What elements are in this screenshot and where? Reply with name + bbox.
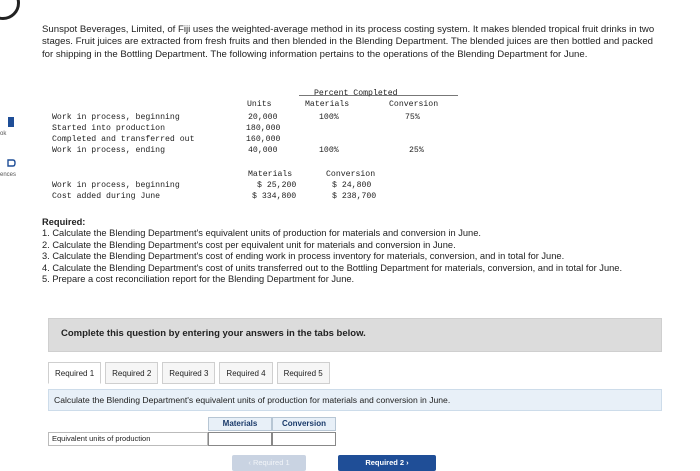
required-item: 3. Calculate the Blending Department's cost of ending work in process inventory for materials, conversion, and in total for June.	[42, 251, 565, 262]
required-item: 4. Calculate the Blending Department's cost of units transferred out to the Bottling Department for materials, conversion, and in total for June.	[42, 262, 623, 273]
cost-row-materials: $ 334,800	[252, 192, 297, 201]
row-materials: 100%	[319, 113, 339, 122]
row-label: Completed and transferred out	[52, 135, 195, 144]
references-icon[interactable]	[6, 158, 16, 170]
book-icon[interactable]	[6, 116, 16, 128]
row-conversion: 25%	[409, 146, 424, 155]
required-section	[42, 217, 662, 285]
materials-header: Materials	[305, 100, 350, 109]
answer-conversion-header: Conversion	[272, 417, 336, 431]
back-arrow-icon[interactable]	[0, 0, 20, 20]
required-heading: Required:	[42, 217, 86, 227]
next-button-label: Required 2	[365, 458, 405, 467]
row-label: Work in process, beginning	[52, 113, 180, 122]
sidebar-item-ebook[interactable]: ok	[0, 131, 7, 137]
required-item: 1. Calculate the Blending Department's equivalent units of production for materials and conversion in June.	[42, 228, 481, 239]
required-item: 2. Calculate the Blending Department's cost per equivalent unit for materials and conversion in June.	[42, 239, 456, 250]
prev-button[interactable]	[232, 455, 306, 471]
chevron-right-icon: ›	[404, 458, 409, 467]
required-item: 5. Prepare a cost reconciliation report for the Blending Department for June.	[42, 274, 355, 285]
conversion-equivalent-units-input[interactable]	[272, 432, 336, 446]
data-table	[52, 89, 458, 209]
sidebar-item-references[interactable]: ences	[0, 172, 17, 178]
cost-row-conversion: $ 238,700	[332, 192, 377, 201]
materials-equivalent-units-input[interactable]	[208, 432, 272, 446]
units-header: Units	[247, 100, 272, 109]
row-units: 40,000	[248, 146, 278, 155]
cost-row-conversion: $ 24,800	[332, 181, 372, 190]
row-units: 20,000	[248, 113, 278, 122]
tab-required-1[interactable]: Required 1	[48, 362, 101, 384]
cost-row-label: Work in process, beginning	[52, 181, 180, 190]
percent-completed-header: Percent Completed	[314, 89, 398, 98]
chevron-left-icon: ‹	[248, 458, 253, 467]
prev-button-label: Required 1	[252, 458, 290, 467]
conversion-header: Conversion	[389, 100, 439, 109]
tab-bar	[48, 362, 330, 386]
cost-conversion-header: Conversion	[326, 170, 376, 179]
answer-row-label: Equivalent units of production	[48, 432, 208, 446]
next-button[interactable]	[338, 455, 436, 471]
question-instruction: Calculate the Blending Department's equivalent units of production for materials and conversion in June.	[48, 389, 662, 411]
cost-row-label: Cost added during June	[52, 192, 161, 201]
row-conversion: 75%	[405, 113, 420, 122]
left-rail	[0, 0, 22, 471]
cost-row-materials: $ 25,200	[257, 181, 297, 190]
row-label: Started into production	[52, 124, 166, 133]
row-materials: 100%	[319, 146, 339, 155]
row-units: 180,000	[246, 124, 281, 133]
problem-text: Sunspot Beverages, Limited, of Fiji uses the weighted-average method in its process costing system. It makes blended tropical fruit drinks in two stages. Fruit juices are extracted from fresh fruits and then blended in the Blending Department. The blended juices are then bottled and packed for shipping in the Bottling Department. The following information pertains to the operations of the Blending Department for June.	[42, 24, 655, 60]
tab-required-5[interactable]: Required 5	[277, 362, 330, 384]
tab-required-2[interactable]: Required 2	[105, 362, 158, 384]
tab-required-4[interactable]: Required 4	[219, 362, 272, 384]
row-label: Work in process, ending	[52, 146, 166, 155]
row-units: 160,000	[246, 135, 281, 144]
tab-required-3[interactable]: Required 3	[162, 362, 215, 384]
instructions-banner: Complete this question by entering your answers in the tabs below.	[48, 318, 662, 352]
answer-materials-header: Materials	[208, 417, 272, 431]
cost-materials-header: Materials	[248, 170, 293, 179]
